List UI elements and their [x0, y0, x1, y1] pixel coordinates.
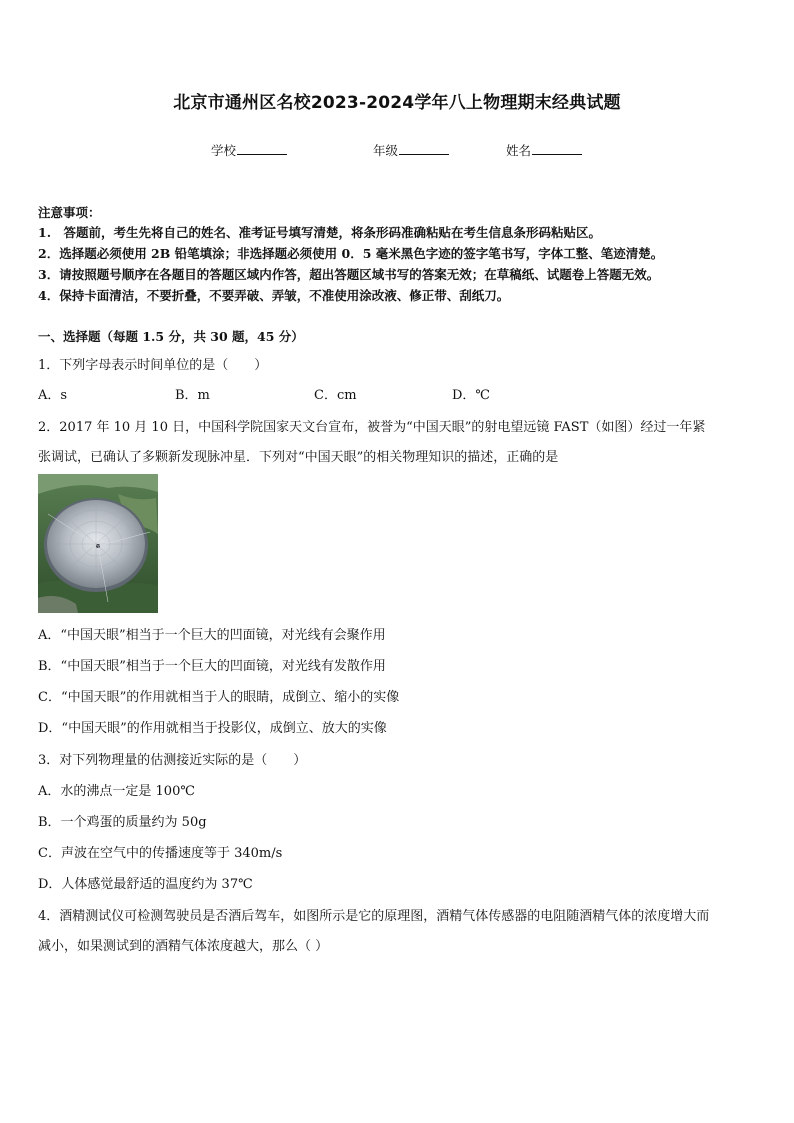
name-field	[506, 141, 582, 159]
q2-option-c: C．“中国天眼”的作用就相当于人的眼睛，成倒立、缩小的实像	[38, 690, 400, 705]
q1-stem: 1．下列字母表示时间单位的是（ ）	[38, 358, 268, 373]
q3-option-c: C．声波在空气中的传播速度等于 340m/s	[38, 846, 283, 861]
q4-stem-line2: 减小，如果测试到的酒精气体浓度越大，那么（ ）	[38, 939, 329, 954]
q2-option-d: D．“中国天眼”的作用就相当于投影仪，成倒立、放大的实像	[38, 721, 387, 736]
note-item: 3．请按照题号顺序在各题目的答题区域内作答，超出答题区域书写的答案无效；在草稿纸、试题卷上答题无效。	[38, 267, 660, 282]
note-item: 1. 答题前，考生先将自己的姓名、准考证号填写清楚，将条形码准确粘贴在考生信息条形码粘贴区。	[38, 225, 602, 240]
q2-stem-line2: 张调试，已确认了多颗新发现脉冲星．下列对“中国天眼”的相关物理知识的描述，正确的是	[38, 450, 559, 465]
q1-option-c: C．cm	[314, 388, 357, 403]
grade-label: 年级	[373, 143, 399, 158]
q3-option-a: A．水的沸点一定是 100℃	[38, 784, 195, 799]
school-label: 学校	[211, 143, 237, 158]
note-item: 2．选择题必须使用 2B 铅笔填涂；非选择题必须使用 0．5 毫米黑色字迹的签字笔书写，字体工整、笔迹清楚。	[38, 246, 664, 261]
section-heading: 一、选择题（每题 1.5 分，共 30 题，45 分）	[38, 329, 304, 344]
school-blank	[237, 141, 287, 155]
exam-title: 北京市通州区名校2023-2024学年八上物理期末经典试题	[173, 93, 621, 113]
grade-blank	[399, 141, 449, 155]
note-item: 4．保持卡面清洁，不要折叠，不要弄破、弄皱，不准使用涂改液、修正带、刮纸刀。	[38, 288, 510, 303]
notes-list	[38, 222, 758, 306]
q2-option-a: A．“中国天眼”相当于一个巨大的凹面镜，对光线有会聚作用	[38, 628, 386, 643]
q4-stem-line1: 4．酒精测试仪可检测驾驶员是否酒后驾车，如图所示是它的原理图，酒精气体传感器的电阻随酒精气体的浓度增大而	[38, 909, 710, 924]
grade-field	[373, 141, 449, 159]
q1-option-b: B．m	[175, 388, 210, 403]
q3-option-b: B．一个鸡蛋的质量约为 50g	[38, 815, 207, 830]
fast-telescope-photo	[38, 474, 158, 613]
school-field	[211, 141, 287, 159]
q1-option-d: D．℃	[452, 388, 490, 403]
q3-option-d: D．人体感觉最舒适的温度约为 37℃	[38, 877, 253, 892]
student-info-row	[0, 141, 794, 161]
notes-heading: 注意事项：	[38, 205, 101, 220]
q1-options	[38, 384, 758, 404]
q2-stem-line1: 2．2017 年 10 月 10 日，中国科学院国家天文台宣布，被誉为“中国天眼”的射电望远镜 FAST（如图）经过一年紧	[38, 420, 706, 435]
name-label: 姓名	[506, 143, 532, 158]
name-blank	[532, 141, 582, 155]
q1-option-a: A．s	[38, 388, 68, 403]
q3-stem: 3．对下列物理量的估测接近实际的是（ ）	[38, 753, 307, 768]
q2-option-b: B．“中国天眼”相当于一个巨大的凹面镜，对光线有发散作用	[38, 659, 386, 674]
fast-telescope-image	[38, 474, 158, 613]
